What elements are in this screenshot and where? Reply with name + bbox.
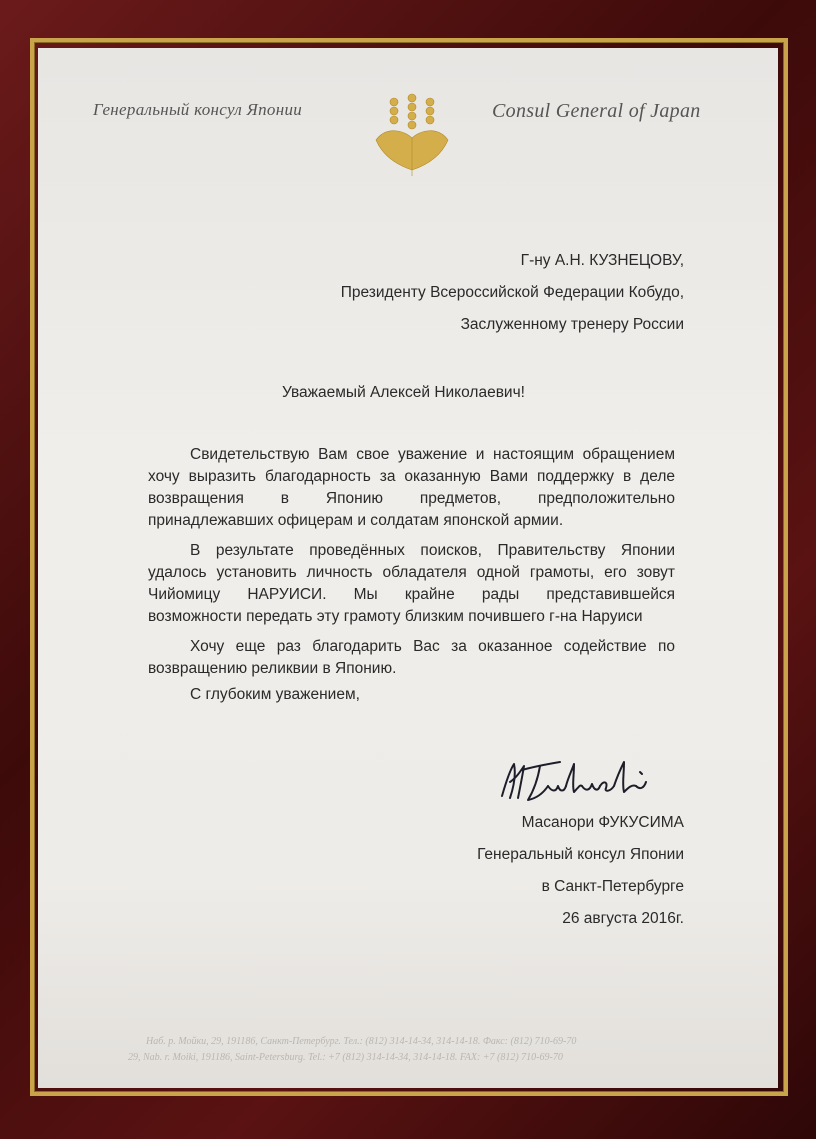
paragraph-2-line: возможности передать эту грамоту близким почившего г-на Наруиси — [148, 608, 643, 625]
letterhead-right-title: Consul General of Japan — [492, 100, 701, 122]
paragraph-1 — [148, 444, 675, 532]
signer-title: Генеральный консул Японии — [477, 846, 684, 863]
paragraph-2-line: удалось установить личность обладателя одной грамоты, его зовут — [148, 564, 675, 581]
footer-address-en: 29, Nab. r. Moiki, 191186, Saint-Petersburg. Tel.: +7 (812) 314-14-34, 314-14-18. FAX: +7 (812) 710-69-70 — [128, 1052, 563, 1063]
paragraph-1-line: принадлежавших офицерам и солдатам японской армии. — [148, 512, 564, 529]
signer-city: в Санкт-Петербурге — [541, 878, 684, 895]
closing: С глубоким уважением, — [190, 686, 360, 703]
paragraph-3-line: возвращению реликвии в Японию. — [148, 660, 397, 677]
handwritten-signature — [494, 752, 654, 812]
paragraph-2 — [148, 540, 675, 628]
paragraph-3 — [148, 636, 675, 680]
paragraph-2-line: В результате проведённых поисков, Правительству Японии — [190, 542, 675, 559]
recipient-line-2: Президенту Всероссийской Федерации Кобудо, — [340, 284, 684, 301]
signer-name: Масанори ФУКУСИМА — [521, 814, 684, 831]
paragraph-2-line: Чийомицу НАРУИСИ. Мы крайне рады представившейся — [148, 586, 675, 603]
paragraph-1-line: Свидетельствую Вам свое уважение и настоящим обращением — [190, 446, 675, 463]
paragraph-3-line: Хочу еще раз благодарить Вас за оказанное содействие по — [190, 638, 675, 655]
letter-date: 26 августа 2016г. — [562, 910, 684, 927]
footer-address-ru: Наб. р. Мойки, 29, 191186, Санкт-Петербург. Тел.: (812) 314-14-34, 314-14-18. Факс: (812) 710-69-70 — [146, 1036, 577, 1047]
paragraph-1-line: возвращения в Японию предметов, предположительно — [148, 490, 675, 507]
recipient-line-1: Г-ну А.Н. КУЗНЕЦОВУ, — [520, 252, 684, 269]
salutation: Уважаемый Алексей Николаевич! — [282, 384, 525, 401]
recipient-line-3: Заслуженному тренеру России — [460, 316, 684, 333]
letterhead-left-title: Генеральный консул Японии — [93, 100, 303, 119]
paulownia-crest-icon — [372, 92, 452, 182]
paragraph-1-line: хочу выразить благодарность за оказанную Вами поддержку в деле — [148, 468, 675, 485]
